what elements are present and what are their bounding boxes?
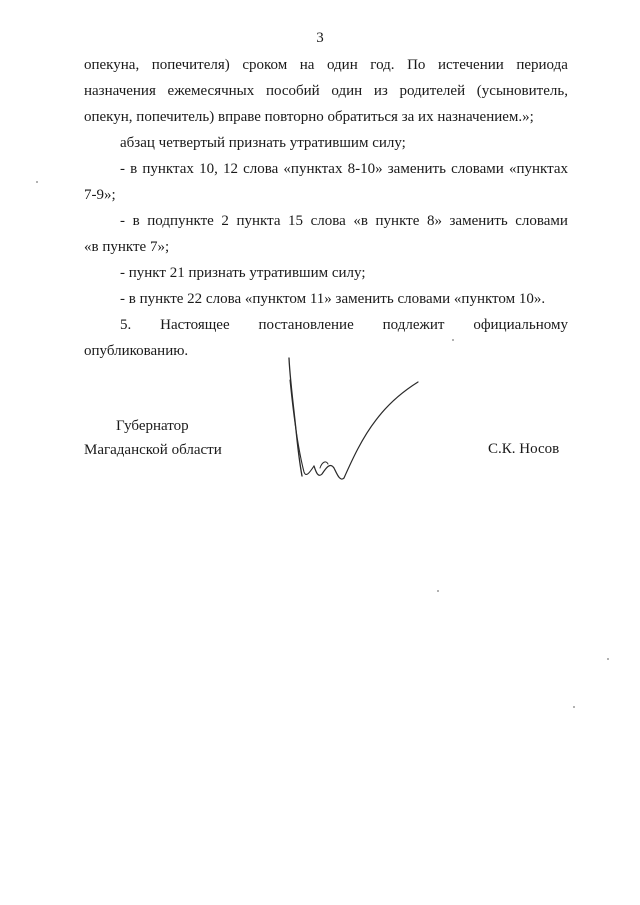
scan-speck bbox=[452, 339, 454, 341]
signer-title-line2: Магаданской области bbox=[84, 442, 222, 458]
word: (усыновитель, bbox=[476, 83, 568, 99]
word: Настоящее bbox=[160, 317, 230, 333]
text-line bbox=[84, 208, 568, 234]
word: год. bbox=[370, 57, 395, 73]
word: - bbox=[120, 213, 125, 229]
word: один bbox=[326, 57, 358, 73]
text-line bbox=[84, 312, 568, 338]
handwritten-signature bbox=[280, 350, 430, 490]
line-text: 7-9»; bbox=[84, 187, 116, 203]
page-number: 3 bbox=[316, 30, 324, 46]
word: один bbox=[331, 83, 363, 99]
word: - bbox=[120, 161, 125, 177]
word: попечителя) bbox=[151, 57, 230, 73]
scan-speck bbox=[607, 658, 609, 660]
word: опекуна, bbox=[84, 57, 140, 73]
word: пункте bbox=[375, 213, 420, 229]
word: в bbox=[130, 161, 138, 177]
scan-speck bbox=[36, 181, 38, 183]
word: подпункте bbox=[147, 213, 214, 229]
scan-speck bbox=[573, 706, 575, 708]
word: родителей bbox=[399, 83, 466, 99]
word: из bbox=[373, 83, 388, 99]
word: заменить bbox=[449, 213, 508, 229]
word: постановление bbox=[258, 317, 354, 333]
word: «в bbox=[353, 213, 368, 229]
text-line bbox=[84, 130, 568, 156]
word: истечении bbox=[437, 57, 504, 73]
word: слова bbox=[310, 213, 346, 229]
text-line bbox=[84, 52, 568, 78]
word: По bbox=[407, 57, 426, 73]
line-text: опекун, попечитель) вправе повторно обратиться за их назначением.»; bbox=[84, 109, 534, 125]
text-line bbox=[84, 234, 568, 260]
word: подлежит bbox=[382, 317, 445, 333]
body-text bbox=[84, 52, 568, 364]
text-line bbox=[84, 182, 568, 208]
word: слова bbox=[243, 161, 279, 177]
word: пунктах bbox=[142, 161, 194, 177]
line-text: - в пункте 22 слова «пунктом 11» заменить словами «пунктом 10». bbox=[120, 291, 546, 307]
word: 8-10» bbox=[347, 161, 383, 177]
text-line bbox=[84, 156, 568, 182]
word: пункта bbox=[236, 213, 281, 229]
word: сроком bbox=[242, 57, 288, 73]
line-text: «в пункте 7»; bbox=[84, 239, 170, 255]
text-line bbox=[84, 78, 568, 104]
word: официальному bbox=[473, 317, 568, 333]
line-text: опубликованию. bbox=[84, 343, 189, 359]
line-text: - пункт 21 признать утратившим силу; bbox=[120, 265, 366, 281]
word: 10, bbox=[199, 161, 218, 177]
word: заменить bbox=[387, 161, 446, 177]
text-line bbox=[84, 104, 568, 130]
word: «пунктах bbox=[283, 161, 343, 177]
word: 5. bbox=[120, 317, 132, 333]
word: пособий bbox=[265, 83, 320, 99]
word: словами bbox=[451, 161, 504, 177]
signer-title-line1: Губернатор bbox=[116, 418, 189, 434]
word: словами bbox=[515, 213, 568, 229]
text-line bbox=[84, 260, 568, 286]
word: на bbox=[299, 57, 315, 73]
signer-name: С.К. Носов bbox=[488, 441, 560, 457]
word: 15 bbox=[288, 213, 304, 229]
signer-title bbox=[84, 414, 222, 462]
word: «пунктах bbox=[508, 161, 568, 177]
word: в bbox=[132, 213, 140, 229]
word: 12 bbox=[222, 161, 238, 177]
scan-speck bbox=[437, 590, 439, 592]
word: ежемесячных bbox=[167, 83, 255, 99]
word: 8» bbox=[426, 213, 442, 229]
word: периода bbox=[516, 57, 568, 73]
line-text: абзац четвертый признать утратившим силу; bbox=[120, 135, 406, 151]
word: назначения bbox=[84, 83, 156, 99]
text-line bbox=[84, 286, 568, 312]
word: 2 bbox=[221, 213, 229, 229]
